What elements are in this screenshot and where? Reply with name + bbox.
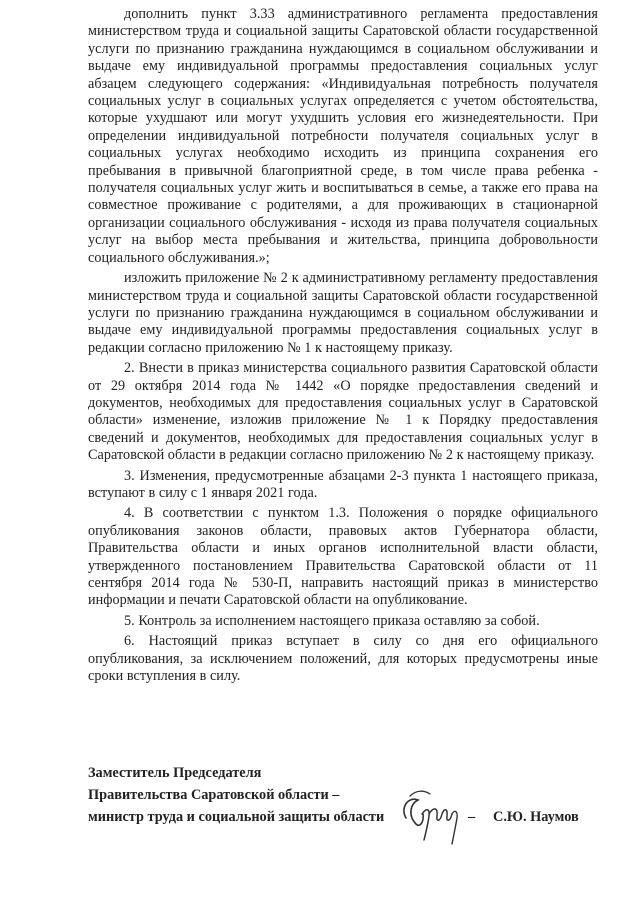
paragraph-item-3: 3. Изменения, предусмотренные абзацами 2-3 пункта 1 настоящего приказа, вступают в силу с 1 января 2021 года. xyxy=(88,467,598,501)
signatory-title-line-3: министр труда и социальной защиты области xyxy=(88,809,385,825)
signatory-title-line-1: Заместитель Председателя xyxy=(88,765,262,781)
signatory-title-line-2: Правительства Саратовской области – xyxy=(88,787,340,803)
signatory-row xyxy=(88,806,608,828)
handwritten-signature xyxy=(396,778,468,848)
document-body xyxy=(88,6,598,688)
paragraph-appendix-2: изложить приложение № 2 к административному регламенту предоставления министерством труда и социальной защиты Саратовской области государственной услуги по признанию гражданина нуждающимся в социальном обслуживании и выдаче ему индивидуальной программы предоставления социальных услуг в редакции согласно приложению № 1 к настоящему приказу. xyxy=(88,270,598,356)
signature-dash: – xyxy=(468,809,476,825)
signature-block xyxy=(88,762,608,828)
paragraph-item-4: 4. В соответствии с пунктом 1.3. Положения о порядке официального опубликования законов области, правовых актов Губернатора области, Правительства области и иных органов исполнительной власти области, утвержденного постановлением Правительства Саратовской области от 11 сентября 2014 года № 530-П, направить настоящий приказ в министерство информации и печати Саратовской области на опубликование. xyxy=(88,505,598,609)
signatory-name: С.Ю. Наумов xyxy=(493,809,579,825)
paragraph-item-5: 5. Контроль за исполнением настоящего приказа оставляю за собой. xyxy=(124,612,540,629)
paragraph-amend-3-33: дополнить пункт 3.33 административного регламента предоставления министерством труда и социальной защиты Саратовской области государственной услуги по признанию гражданина нуждающимся в социальном обслуживании и выдаче ему индивидуальной программы предоставления социальных услуг абзацем следующего содержания: «Индивидуальная потребность получателя социальных услуг в социальных услугах определяется с учетом обстоятельства, которые ухудшают или могут ухудшить условия его жизнедеятельности. При определении индивидуальной потребности получателя социальных услуг в социальных услугах необходимо исходить из принципа сохранения его пребывания в привычной благоприятной среде, в том числе права ребенка - получателя социальных услуг жить и воспитываться в семье, а также его права на совместное проживание с родителями, а для проживающих в стационарной организации социального обслуживания - исходя из права получателя социальных услуг на выбор места пребывания и жительства, принципа добровольности социального обслуживания.»; xyxy=(88,6,598,266)
paragraph-item-6: 6. Настоящий приказ вступает в силу со дня его официального опубликования, за исключением положений, для которых предусмотрены иные сроки вступления в силу. xyxy=(88,633,598,685)
paragraph-item-2: 2. Внести в приказ министерства социального развития Саратовской области от 29 октября 2014 года № 1442 «О порядке предоставления сведений и документов, необходимых для предоставления социальных услуг в Саратовской области» изменение, изложив приложение № 1 к Порядку предоставления сведений и документов, необходимых для предоставления социальных услуг в Саратовской области в редакции согласно приложению № 2 к настоящему приказу. xyxy=(88,360,598,464)
